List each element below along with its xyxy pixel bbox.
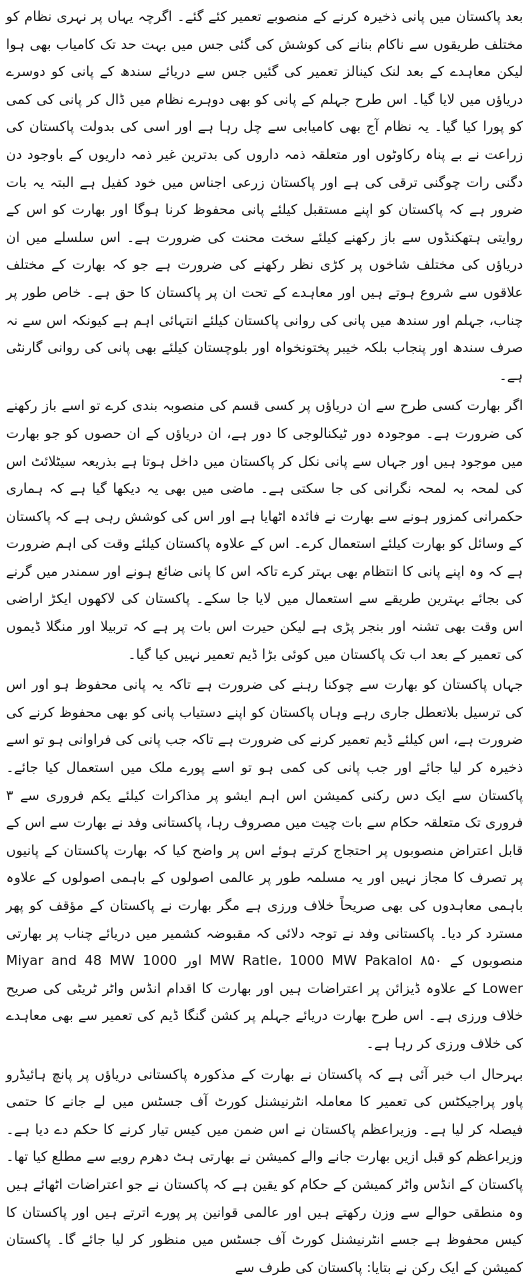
article-paragraph-3: جہاں پاکستان کو بھارت سے چوکنا رہنے کی ضرورت ہے تاکہ یہ پانی محفوظ ہو اور اس کی ترسیل بلاتعطل جاری رہے وہاں پاکستان کو اپنے دستیاب پانی کو بھی محفوظ کرنے کی ضرورت ہے، اس کیلئے ڈیم تعمیر کرنے کی ضرورت ہے تاکہ جب پانی کی فراوانی ہو تو اسے ذخیرہ کر لیا جائے اور جب پانی کی کمی ہو تو اسے پورے ملک میں استعمال کیا جائے۔ پاکستان سے ایک دس رکنی کمیشن اس اہم ایشو پر مذاکرات کیلئے یکم فروری سے ۳ فروری تک متعلقہ حکام سے بات چیت میں مصروف رہا، پاکستانی وفد نے بھارت سے اس کے قابل اعتراض منصوبوں پر احتجاج کرتے ہوئے اس پر واضح کیا کہ بھارت پاکستان کے پانیوں پر تصرف کا مجاز نہیں اور یہ مسلمہ طور پر عالمی اصولوں کے باہمی اصولوں کے علاوہ باہمی معاہدوں کی بھی صریحاً خلاف ورزی ہے مگر بھارت نے پاکستان کے مؤقف کو پھر مسترد کر دیا۔ پاکستانی وفد نے توجہ دلائی کہ مقبوضہ کشمیر میں دریائے چناب پر بھارتی منصوبوں کے ۸۵۰ MW Ratle، 1000 MW Pakalol اور 1000 Miyar and 48 MW Lower کے علاوہ ڈیزائن پر اعتراضات ہیں اور بھارت کا اقدام انڈس واٹر ٹریٹی کی صریح خلاف ورزی ہے۔ اس طرح بھارت دریائے جہلم پر کشن گنگا ڈیم کی تعمیر سے بھی معاہدے کی خلاف ورزی کر رہا ہے۔ (6, 677, 524, 1052)
article-paragraph-4: بہرحال اب خبر آئی ہے کہ پاکستان نے بھارت کے مذکورہ پاکستانی دریاؤں پر پانچ ہائیڈرو پاور پراجیکٹس کی تعمیر کا معاملہ انٹرنیشنل کورٹ آف جسٹس میں لے جانے کا حتمی فیصلہ کر لیا ہے۔ وزیراعظم پاکستان نے اس ضمن میں کیس تیار کرنے کا حکم دے دیا ہے۔ وزیراعظم کو قبل ازیں بھارت جانے والے کمیشن نے بھارتی ہٹ دھرم رویے سے مطلع کیا تھا۔ پاکستان کے انڈس واٹر کمیشن کے حکام کو یقین ہے کہ پاکستان نے جو اعتراضات اٹھائے ہیں وہ منطقی حوالے سے وزن رکھتے ہیں اور عالمی قوانین پر پورے اترتے ہیں اور پاکستان کا کیس محفوظ ہے جسے انٹرنیشنل کورٹ آف جسٹس میں منظور کر لیا جائے گا۔ پاکستان کمیشن کے ایک رکن نے بتایا: پاکستان کی طرف سے (6, 1066, 523, 1276)
article-paragraph-2: اگر بھارت کسی طرح سے ان دریاؤں پر کسی قسم کی منصوبہ بندی کرے تو اسے باز رکھنے کی ضرورت ہے۔ موجودہ دور ٹیکنالوجی کا دور ہے، ان دریاؤں کے ان حصوں کو جو بھارت میں موجود ہیں اور جہاں سے پانی نکل کر پاکستان میں داخل ہوتا ہے بذریعہ سیٹلائٹ اس کی لمحہ بہ لمحہ نگرانی کی جا سکتی ہے۔ ماضی میں بھی یہ دیکھا گیا ہے کہ ہماری حکمرانی کمزور ہونے سے بھارت نے فائدہ اٹھایا ہے اور اس کی کوشش رہی ہے کہ پاکستان کے وسائل کو بھارت کیلئے استعمال کرے۔ اس کے علاوہ پاکستان کیلئے وقت کی اہم ضرورت ہے کہ وہ اپنے پانی کا انتظام بھی بہتر کرے تاکہ اس کا پانی ضائع ہونے اور سمندر میں گرنے کی بجائے بہترین طریقے سے استعمال میں لایا جا سکے۔ پاکستان کی لاکھوں ایکڑ اراضی اس وقت بھی تشنہ اور بنجر پڑی ہے لیکن حیرت اس بات پر ہے کہ تربیلا اور منگلا ڈیموں کی تعمیر کے بعد اب تک پاکستان میں کوئی بڑا ڈیم تعمیر نہیں کیا گیا۔ (6, 398, 523, 663)
article-paragraph-1: بعد پاکستان میں پانی ذخیرہ کرنے کے منصوبے تعمیر کئے گئے۔ اگرچہ یہاں پر نہری نظام کو مختلف طریقوں سے ناکام بنانے کی کوشش کی گئی جس میں بہت حد تک کامیاب بھی ہوا لیکن معاہدے کے بعد لنک کینالز تعمیر کی گئیں جس سے دریائے سندھ کے پانی کو دوسرے دریاؤں میں لایا گیا۔ اس طرح جہلم کے پانی کو بھی دوہرے نظام میں ڈال کر پانی کی کمی کو پورا کیا گیا۔ یہ نظام آج بھی کامیابی سے چل رہا ہے اور اسی کی بدولت پاکستان کی زراعت نے بے پناہ رکاوٹوں اور متعلقہ ذمہ داروں کی بدترین غیر ذمہ داریوں کے باوجود دن دگنی رات چوگنی ترقی کی ہے اور پاکستان زرعی اجناس میں خود کفیل ہے البتہ یہ بات ضرور ہے کہ پاکستان کو اپنے مستقبل کیلئے پانی محفوظ کرنا ہوگا اور بھارت کو اس کے روایتی ہتھکنڈوں سے باز رکھنے کیلئے سخت محنت کی ضرورت ہے۔ اس سلسلے میں ان دریاؤں کی مختلف شاخوں پر کڑی نظر رکھنے کی ضرورت ہے جو کہ بھارت کے مختلف علاقوں سے شروع ہوتے ہیں اور معاہدے کے تحت ان پر پاکستان کا حق ہے۔ خاص طور پر چناب، جہلم اور سندھ میں پانی کی روانی پاکستان کیلئے انتہائی اہم ہے کیونکہ اس سے نہ صرف سندھ اور پنجاب بلکہ خیبر پختونخواہ اور بلوچستان کیلئے بھی پانی کی روانی گارنٹی ہے۔ (6, 9, 523, 384)
